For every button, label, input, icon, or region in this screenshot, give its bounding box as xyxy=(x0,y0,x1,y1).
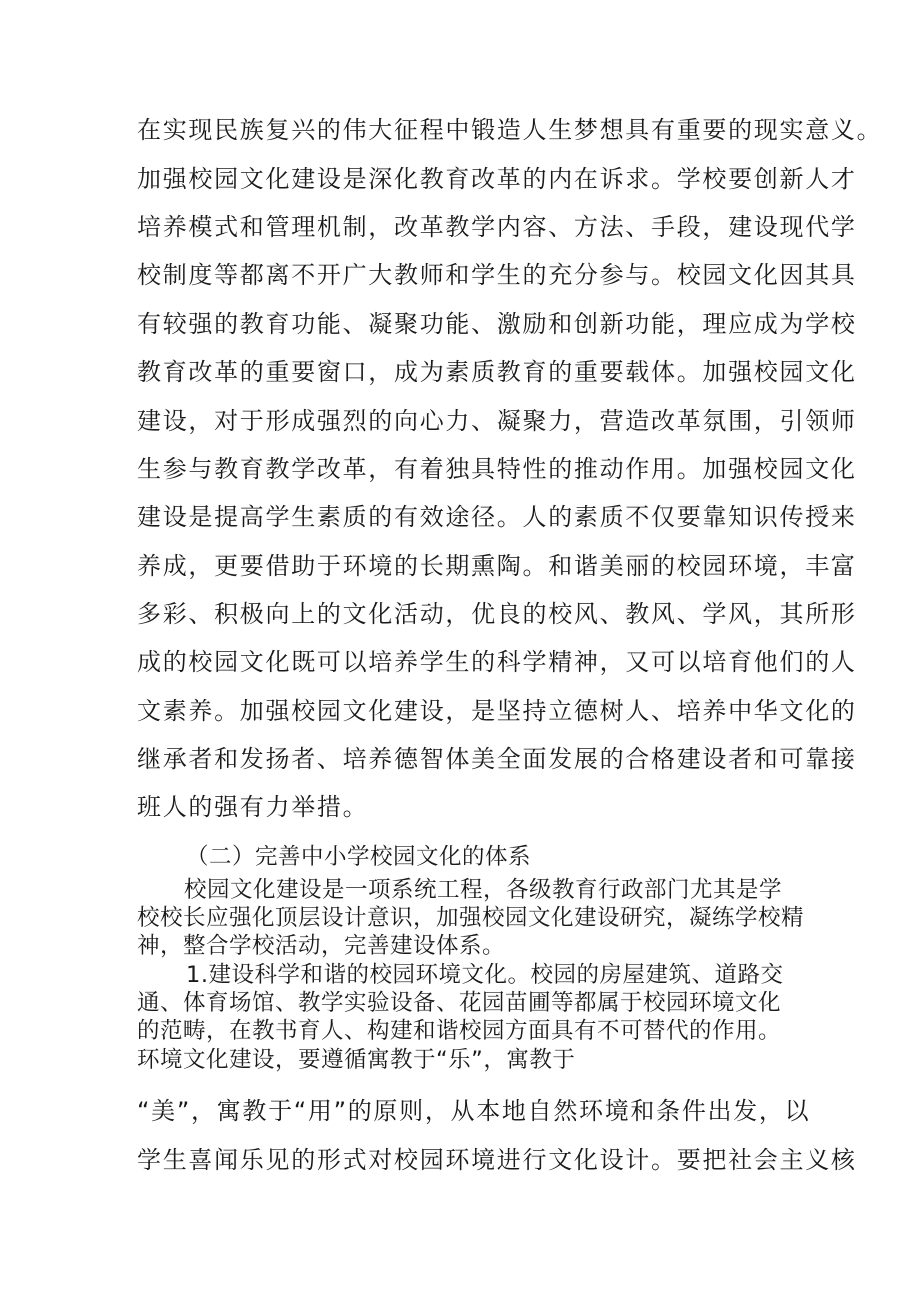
text-line: 校园文化建设是一项系统工程，各级教育行政部门尤其是学 xyxy=(184,877,783,903)
text-line: 建设是提高学生素质的有效途径。人的素质不仅要靠知识传授来 xyxy=(137,503,857,531)
text-line: 校制度等都离不开广大教师和学生的充分参与。校园文化因其具 xyxy=(137,261,857,289)
text-line: 班人的强有力举措。 xyxy=(137,793,369,821)
text-line: 养成，更要借助于环境的长期熏陶。和谐美丽的校园环境，丰富 xyxy=(137,552,857,580)
text-line: 加强校园文化建设是深化教育改革的内在诉求。学校要创新人才 xyxy=(137,165,857,193)
text-line: 环境文化建设，要遵循寓教于“乐”，寓教于 xyxy=(137,1047,576,1073)
section-heading: （二）完善中小学校园文化的体系 xyxy=(186,844,532,870)
text-line: 生参与教育教学改革，有着独具特性的推动作用。加强校园文化 xyxy=(137,455,857,483)
text-line: 通、体育场馆、教学实验设备、花园苗圃等都属于校园环境文化 xyxy=(137,990,782,1016)
text-line: 成的校园文化既可以培养学生的科学精神，又可以培育他们的人 xyxy=(137,648,857,676)
text-line: 建设，对于形成强烈的向心力、凝聚力，营造改革氛围，引领师 xyxy=(137,407,857,435)
text-line: 学生喜闻乐见的形式对校园环境进行文化设计。要把社会主义核 xyxy=(137,1146,857,1174)
text-line: 神，整合学校活动，完善建设体系。 xyxy=(137,933,506,959)
text-line: 培养模式和管理机制，改革教学内容、方法、手段，建设现代学 xyxy=(137,213,857,241)
text-line: “美”，寓教于“用”的原则，从本地自然环境和条件出发，以 xyxy=(137,1097,811,1125)
text-line: 有较强的教育功能、凝聚功能、激励和创新功能，理应成为学校 xyxy=(137,310,857,338)
text-line: 教育改革的重要窗口，成为素质教育的重要载体。加强校园文化 xyxy=(137,358,857,386)
text-line: 继承者和发扬者、培养德智体美全面发展的合格建设者和可靠接 xyxy=(137,745,857,773)
text-line: 的范畴，在教书育人、构建和谐校园方面具有不可替代的作用。 xyxy=(137,1018,782,1044)
text-line: 在实现民族复兴的伟大征程中锻造人生梦想具有重要的现实意义。 xyxy=(137,116,883,144)
text-line: 多彩、积极向上的文化活动，优良的校风、教风、学风，其所形 xyxy=(137,600,857,628)
text-line: 文素养。加强校园文化建设，是坚持立德树人、培养中华文化的 xyxy=(137,697,857,725)
text-line: 校校长应强化顶层设计意识，加强校园文化建设研究，凝练学校精 xyxy=(137,905,805,931)
text-line: 1.建设科学和谐的校园环境文化。校园的房屋建筑、道路交 xyxy=(186,962,784,988)
